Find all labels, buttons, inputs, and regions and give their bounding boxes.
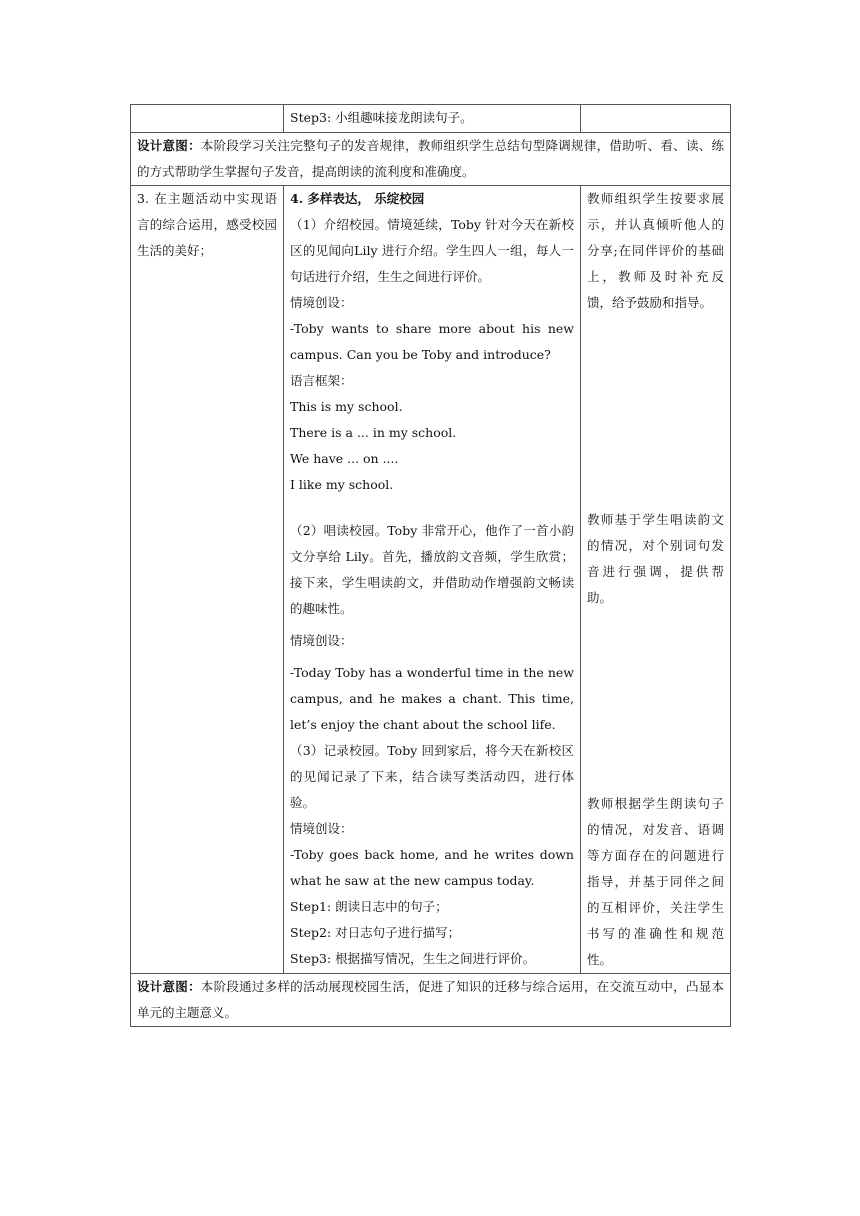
empty-cell [131, 105, 284, 133]
design-intent-2 [131, 974, 731, 1027]
design-intent-text: 本阶段通过多样的活动展现校园生活，促进了知识的迁移与综合运用，在交流互动中，凸显本单元的主题意义。 [137, 979, 724, 1020]
step3-cell [284, 105, 581, 133]
design-intent-text: 本阶段学习关注完整句子的发音规律，教师组织学生总结句型降调规律，借助听、看、读、练的方式帮助学生掌握句子发音，提高朗读的流利度和准确度。 [137, 138, 724, 179]
part1-intro: （1）介绍校园。情境延续，Toby 针对今天在新校区的见闻向Lily 进行介绍。学生四人一组，每人一句话进行介绍，生生之间进行评价。 [290, 217, 574, 284]
design-intent-label: 设计意图： [137, 979, 201, 994]
step-line: Step1: 朗读日志中的句子； [290, 899, 448, 914]
step-line: Step2: 对日志句子进行描写； [290, 925, 461, 940]
frame-line: This is my school. [290, 399, 403, 414]
design-intent-label: 设计意图： [137, 138, 201, 153]
frame-line: There is a ... in my school. [290, 425, 457, 440]
part2-scene-text: -Today Toby has a wonderful time in the new campus, and he makes a chant. This time, let’s enjoy the chant about the school life. [290, 665, 574, 732]
table-row-activity-4 [131, 186, 731, 974]
step-line: Step3: 根据描写情况，生生之间进行评价。 [290, 951, 536, 966]
objective-text: 3. 在主题活动中实现语言的综合运用，感受校园生活的美好； [137, 191, 277, 258]
frame-line: We have ... on .... [290, 451, 399, 466]
part1-scene-text: -Toby wants to share more about his new campus. Can you be Toby and introduce? [290, 321, 574, 362]
part3-scene-label: 情境创设： [290, 821, 353, 836]
activity-title: 4. 多样表达， 乐绽校园 [290, 191, 425, 206]
empty-cell [581, 105, 731, 133]
teacher-cell [581, 186, 731, 974]
frame-line: I like my school. [290, 477, 394, 492]
part1-scene-label: 情境创设： [290, 295, 353, 310]
table-row-intent-2 [131, 974, 731, 1027]
part2-scene-label: 情境创设： [290, 633, 353, 648]
lesson-plan-table [130, 104, 731, 1027]
spacer [290, 498, 574, 518]
teacher-note-2: 教师基于学生唱读韵文的情况，对个别词句发音进行强调，提供帮助。 [587, 512, 724, 605]
objective-cell [131, 186, 284, 974]
teacher-note-3: 教师根据学生朗读句子的情况，对发音、语调等方面存在的问题进行指导，并基于同伴之间的互相评价，关注学生书写的准确性和规范性。 [587, 796, 724, 967]
part1-frame-label: 语言框架： [290, 373, 353, 388]
part3-scene-text: -Toby goes back home, and he writes down what he saw at the new campus today. [290, 847, 574, 888]
part3-intro: （3）记录校园。Toby 回到家后，将今天在新校区的见闻记录了下来，结合读写类活动四，进行体验。 [290, 743, 574, 810]
step3-text: Step3: 小组趣味接龙朗读句子。 [290, 110, 473, 125]
spacer [587, 611, 724, 791]
spacer [587, 316, 724, 507]
design-intent-1 [131, 133, 731, 186]
teacher-note-1: 教师组织学生按要求展示，并认真倾听他人的分享;在同伴评价的基础上，教师及时补充反馈，给予鼓励和指导。 [587, 191, 724, 310]
table-row-step3 [131, 105, 731, 133]
table-row-intent-1 [131, 133, 731, 186]
part2-intro: （2）唱读校园。Toby 非常开心，他作了一首小韵文分享给 Lily。首先，播放韵文音频，学生欣赏；接下来，学生唱读韵文，并借助动作增强韵文畅读的趣味性。 [290, 523, 574, 616]
activity-cell [284, 186, 581, 974]
